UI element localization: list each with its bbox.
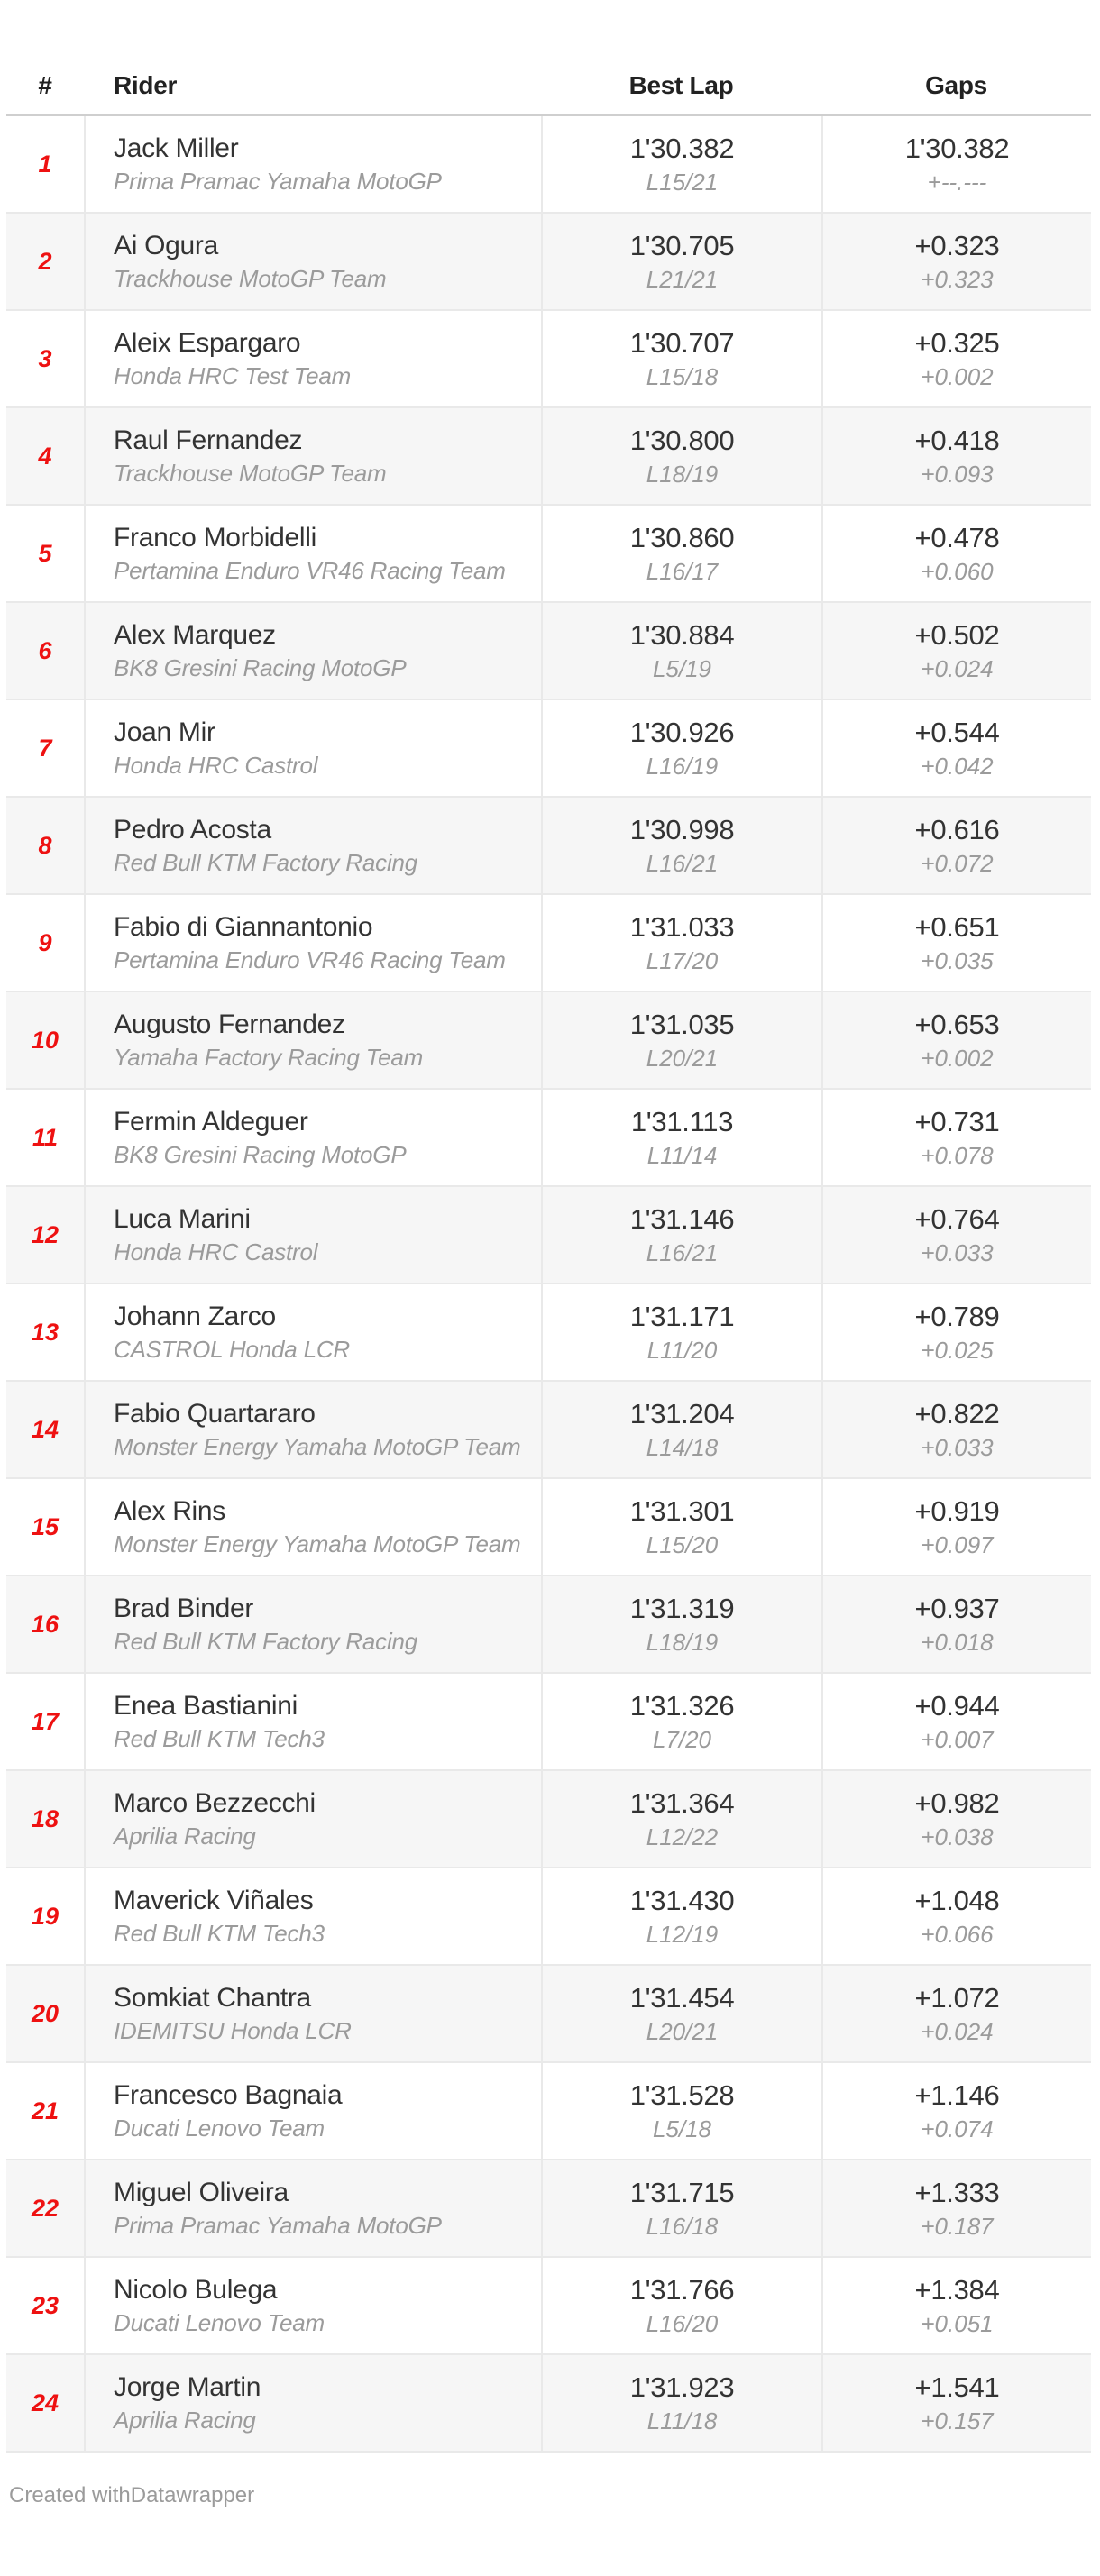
- lap-number-detail: L20/21: [646, 2018, 719, 2045]
- gap-detail: +0.018: [921, 1629, 994, 1656]
- table-row: [6, 2063, 1091, 2160]
- best-lap-value: 1'31.035: [629, 1009, 735, 1040]
- best-lap-cell: [541, 2258, 821, 2353]
- position-number: 16: [31, 1610, 60, 1638]
- position-cell: [6, 1284, 84, 1380]
- position-cell: [6, 1674, 84, 1769]
- lap-number-detail: L7/20: [652, 1726, 712, 1753]
- datawrapper-link[interactable]: Datawrapper: [130, 2482, 255, 2507]
- table-row: [6, 506, 1091, 603]
- gap-value: +1.146: [914, 2079, 1000, 2111]
- table-row: [6, 2160, 1091, 2258]
- team-name: Trackhouse MotoGP Team: [114, 265, 387, 292]
- rider-name: Franco Morbidelli: [114, 523, 316, 553]
- position-cell: [6, 311, 84, 406]
- rider-name: Brad Binder: [114, 1594, 254, 1623]
- best-lap-cell: [541, 116, 821, 212]
- gap-detail: +0.033: [921, 1434, 994, 1461]
- lap-number-detail: L16/21: [646, 1239, 719, 1266]
- best-lap-value: 1'31.454: [629, 1982, 735, 2014]
- position-number: 8: [38, 831, 52, 859]
- gap-value: +0.651: [914, 911, 1000, 943]
- rider-cell: [84, 2160, 541, 2256]
- gaps-cell: [821, 1868, 1091, 1964]
- gaps-cell: [821, 798, 1091, 893]
- lap-number-detail: L11/14: [646, 1142, 718, 1169]
- rider-cell: [84, 2258, 541, 2353]
- best-lap-cell: [541, 1576, 821, 1672]
- gaps-cell: [821, 2355, 1091, 2451]
- position-cell: [6, 1576, 84, 1672]
- lap-number-detail: L5/19: [652, 655, 712, 682]
- best-lap-value: 1'30.884: [629, 619, 735, 651]
- rider-cell: [84, 506, 541, 601]
- rider-name: Marco Bezzecchi: [114, 1788, 316, 1818]
- rider-cell: [84, 1576, 541, 1672]
- best-lap-cell: [541, 1674, 821, 1769]
- table-header: [6, 0, 1091, 116]
- gap-detail: +0.002: [921, 363, 994, 390]
- lap-number-detail: L21/21: [646, 266, 719, 293]
- best-lap-value: 1'31.033: [629, 911, 735, 943]
- position-number: 6: [38, 636, 52, 664]
- rider-cell: [84, 603, 541, 699]
- gap-detail: +0.066: [921, 1921, 994, 1948]
- best-lap-cell: [541, 603, 821, 699]
- rider-name: Jack Miller: [114, 133, 239, 163]
- gaps-cell: [821, 311, 1091, 406]
- position-number: 22: [31, 2194, 60, 2222]
- best-lap-value: 1'31.146: [629, 1203, 735, 1235]
- rider-name: Miguel Oliveira: [114, 2178, 289, 2207]
- table-body: [6, 116, 1091, 2453]
- gaps-cell: [821, 1284, 1091, 1380]
- gap-detail: +--.---: [927, 169, 987, 196]
- rider-name: Jorge Martin: [114, 2372, 261, 2402]
- rider-cell: [84, 1284, 541, 1380]
- lap-number-detail: L5/18: [652, 2115, 712, 2142]
- best-lap-cell: [541, 1868, 821, 1964]
- gaps-cell: [821, 1187, 1091, 1283]
- rider-cell: [84, 1187, 541, 1283]
- table-row: [6, 1771, 1091, 1868]
- position-number: 9: [38, 928, 52, 956]
- team-name: Pertamina Enduro VR46 Racing Team: [114, 946, 506, 973]
- rider-name: Raul Fernandez: [114, 425, 303, 455]
- position-number: 19: [31, 1902, 60, 1930]
- table-row: [6, 2355, 1091, 2453]
- position-number: 5: [38, 539, 52, 567]
- gap-value: +0.731: [914, 1106, 1000, 1137]
- position-cell: [6, 1187, 84, 1283]
- lap-number-detail: L14/18: [646, 1434, 719, 1461]
- gaps-cell: [821, 1771, 1091, 1867]
- lap-number-detail: L12/22: [646, 1823, 719, 1850]
- lap-number-detail: L12/19: [646, 1921, 719, 1948]
- best-lap-value: 1'31.113: [630, 1106, 734, 1137]
- column-header-best-lap: Best Lap: [628, 71, 734, 99]
- table-row: [6, 798, 1091, 895]
- gaps-cell: [821, 2160, 1091, 2256]
- gaps-cell: [821, 2258, 1091, 2353]
- table-row: [6, 311, 1091, 408]
- position-number: 11: [32, 1123, 59, 1151]
- rider-name: Maverick Viñales: [114, 1886, 314, 1915]
- gap-value: +0.616: [914, 814, 1000, 845]
- table-row: [6, 116, 1091, 214]
- table-row: [6, 1382, 1091, 1479]
- column-header-rider: Rider: [114, 71, 178, 99]
- rider-cell: [84, 1382, 541, 1477]
- gap-detail: +0.072: [921, 850, 994, 877]
- position-number: 24: [31, 2389, 60, 2416]
- best-lap-value: 1'31.301: [629, 1495, 735, 1527]
- team-name: Aprilia Racing: [114, 1822, 256, 1850]
- lap-number-detail: L18/19: [646, 1629, 719, 1656]
- attribution-footer: [0, 2453, 1100, 2526]
- team-name: Red Bull KTM Factory Racing: [114, 1628, 418, 1655]
- gaps-cell: [821, 1090, 1091, 1185]
- best-lap-cell: [541, 2355, 821, 2451]
- table-row: [6, 603, 1091, 700]
- table-row: [6, 895, 1091, 992]
- gaps-cell: [821, 1382, 1091, 1477]
- rider-name: Alex Rins: [114, 1496, 226, 1526]
- team-name: Pertamina Enduro VR46 Racing Team: [114, 557, 506, 584]
- team-name: Red Bull KTM Tech3: [114, 1920, 325, 1947]
- gap-value: 1'30.382: [904, 132, 1010, 164]
- gap-detail: +0.157: [921, 2407, 994, 2434]
- position-number: 7: [38, 734, 52, 762]
- rider-cell: [84, 1479, 541, 1575]
- lap-times-table: [6, 0, 1091, 2453]
- position-cell: [6, 116, 84, 212]
- gap-value: +0.822: [914, 1398, 1000, 1430]
- gap-detail: +0.033: [921, 1239, 994, 1266]
- rider-cell: [84, 214, 541, 309]
- team-name: Honda HRC Castrol: [114, 752, 318, 779]
- table-row: [6, 1966, 1091, 2063]
- gap-value: +0.478: [914, 522, 1000, 553]
- position-number: 1: [38, 150, 52, 178]
- position-cell: [6, 214, 84, 309]
- best-lap-cell: [541, 506, 821, 601]
- team-name: Trackhouse MotoGP Team: [114, 460, 387, 487]
- lap-number-detail: L17/20: [646, 947, 719, 974]
- rider-name: Pedro Acosta: [114, 815, 271, 845]
- gaps-cell: [821, 506, 1091, 601]
- table-row: [6, 408, 1091, 506]
- best-lap-value: 1'31.364: [629, 1787, 735, 1819]
- best-lap-cell: [541, 992, 821, 1088]
- best-lap-value: 1'31.326: [629, 1690, 735, 1722]
- gap-detail: +0.093: [921, 461, 994, 488]
- table-row: [6, 1090, 1091, 1187]
- best-lap-value: 1'30.705: [629, 230, 735, 261]
- gap-detail: +0.038: [921, 1823, 994, 1850]
- rider-name: Augusto Fernandez: [114, 1009, 345, 1039]
- gap-value: +1.541: [914, 2371, 1000, 2403]
- rider-cell: [84, 408, 541, 504]
- rider-name: Luca Marini: [114, 1204, 251, 1234]
- position-cell: [6, 1479, 84, 1575]
- best-lap-cell: [541, 1187, 821, 1283]
- gap-value: +0.789: [914, 1301, 1000, 1332]
- table-row: [6, 214, 1091, 311]
- rider-name: Francesco Bagnaia: [114, 2080, 343, 2110]
- gap-detail: +0.097: [921, 1531, 994, 1558]
- rider-cell: [84, 1674, 541, 1769]
- rider-name: Nicolo Bulega: [114, 2275, 278, 2305]
- position-cell: [6, 2355, 84, 2451]
- position-cell: [6, 603, 84, 699]
- best-lap-value: 1'31.715: [629, 2177, 735, 2208]
- rider-name: Enea Bastianini: [114, 1691, 298, 1721]
- gaps-cell: [821, 2063, 1091, 2159]
- lap-number-detail: L18/19: [646, 461, 719, 488]
- lap-number-detail: L16/17: [646, 558, 719, 585]
- gap-detail: +0.002: [921, 1045, 994, 1072]
- team-name: Prima Pramac Yamaha MotoGP: [114, 2212, 442, 2239]
- rider-cell: [84, 311, 541, 406]
- rider-name: Fabio Quartararo: [114, 1399, 316, 1429]
- team-name: Ducati Lenovo Team: [114, 2115, 325, 2142]
- rider-cell: [84, 2063, 541, 2159]
- rider-name: Aleix Espargaro: [114, 328, 301, 358]
- rider-cell: [84, 116, 541, 212]
- best-lap-cell: [541, 2063, 821, 2159]
- gap-detail: +0.323: [921, 266, 994, 293]
- best-lap-cell: [541, 1284, 821, 1380]
- position-number: 18: [31, 1804, 60, 1832]
- best-lap-cell: [541, 1382, 821, 1477]
- gap-detail: +0.187: [921, 2213, 994, 2240]
- table-row: [6, 992, 1091, 1090]
- gap-value: +0.544: [914, 717, 1000, 748]
- best-lap-value: 1'31.923: [629, 2371, 735, 2403]
- lap-number-detail: L15/20: [646, 1531, 719, 1558]
- gap-detail: +0.078: [921, 1142, 994, 1169]
- best-lap-value: 1'31.528: [629, 2079, 735, 2111]
- gap-value: +0.944: [914, 1690, 1000, 1722]
- team-name: Yamaha Factory Racing Team: [114, 1044, 424, 1071]
- gap-value: +1.384: [914, 2274, 1000, 2306]
- position-cell: [6, 1966, 84, 2061]
- gap-detail: +0.025: [921, 1337, 994, 1364]
- rider-cell: [84, 1966, 541, 2061]
- rider-cell: [84, 1771, 541, 1867]
- team-name: Monster Energy Yamaha MotoGP Team: [114, 1530, 521, 1557]
- team-name: Red Bull KTM Tech3: [114, 1725, 325, 1752]
- best-lap-value: 1'31.204: [629, 1398, 735, 1430]
- table-row: [6, 1576, 1091, 1674]
- gaps-cell: [821, 603, 1091, 699]
- position-cell: [6, 408, 84, 504]
- position-number: 23: [31, 2291, 60, 2319]
- position-cell: [6, 992, 84, 1088]
- gap-detail: +0.024: [921, 2018, 994, 2045]
- lap-number-detail: L16/19: [646, 753, 719, 780]
- team-name: BK8 Gresini Racing MotoGP: [114, 654, 407, 681]
- gap-value: +1.072: [914, 1982, 1000, 2014]
- position-number: 4: [38, 442, 52, 470]
- best-lap-value: 1'30.860: [629, 522, 735, 553]
- position-number: 12: [31, 1220, 60, 1248]
- team-name: Honda HRC Castrol: [114, 1238, 318, 1265]
- attribution-text: Created with: [9, 2482, 131, 2507]
- position-cell: [6, 700, 84, 796]
- rider-name: Somkiat Chantra: [114, 1983, 311, 2013]
- gaps-cell: [821, 1674, 1091, 1769]
- lap-number-detail: L16/20: [646, 2310, 719, 2337]
- rider-cell: [84, 895, 541, 991]
- best-lap-cell: [541, 798, 821, 893]
- position-cell: [6, 798, 84, 893]
- team-name: Aprilia Racing: [114, 2407, 256, 2434]
- column-header-gaps: Gaps: [925, 71, 987, 99]
- table-row: [6, 2258, 1091, 2355]
- gap-detail: +0.051: [921, 2310, 994, 2337]
- gap-value: +0.764: [914, 1203, 1000, 1235]
- position-cell: [6, 1771, 84, 1867]
- position-cell: [6, 1382, 84, 1477]
- gaps-cell: [821, 408, 1091, 504]
- gaps-cell: [821, 214, 1091, 309]
- table-row: [6, 1674, 1091, 1771]
- team-name: Ducati Lenovo Team: [114, 2309, 325, 2336]
- gap-detail: +0.007: [921, 1726, 994, 1753]
- position-cell: [6, 2258, 84, 2353]
- best-lap-value: 1'31.319: [629, 1593, 735, 1624]
- best-lap-value: 1'31.171: [629, 1301, 735, 1332]
- gap-value: +0.919: [914, 1495, 1000, 1527]
- lap-number-detail: L20/21: [646, 1045, 719, 1072]
- position-number: 14: [31, 1415, 60, 1443]
- gaps-cell: [821, 1966, 1091, 2061]
- gaps-cell: [821, 895, 1091, 991]
- best-lap-cell: [541, 408, 821, 504]
- gaps-cell: [821, 1479, 1091, 1575]
- table-row: [6, 700, 1091, 798]
- lap-number-detail: L11/18: [646, 2407, 718, 2434]
- position-cell: [6, 2160, 84, 2256]
- gap-value: +0.937: [914, 1593, 1000, 1624]
- table-row: [6, 1868, 1091, 1966]
- gap-value: +0.982: [914, 1787, 1000, 1819]
- gaps-cell: [821, 992, 1091, 1088]
- best-lap-cell: [541, 895, 821, 991]
- position-number: 10: [31, 1026, 60, 1054]
- gap-value: +0.325: [914, 327, 1000, 359]
- best-lap-value: 1'30.707: [629, 327, 735, 359]
- lap-number-detail: L16/18: [646, 2213, 719, 2240]
- position-number: 15: [31, 1512, 60, 1540]
- best-lap-value: 1'30.800: [629, 425, 735, 456]
- rider-cell: [84, 2355, 541, 2451]
- gap-detail: +0.024: [921, 655, 994, 682]
- position-cell: [6, 506, 84, 601]
- gap-value: +0.653: [914, 1009, 1000, 1040]
- lap-number-detail: L16/21: [646, 850, 719, 877]
- position-number: 21: [31, 2096, 60, 2124]
- gap-detail: +0.060: [921, 558, 994, 585]
- best-lap-value: 1'30.926: [629, 717, 735, 748]
- position-cell: [6, 1090, 84, 1185]
- rider-name: Fermin Aldeguer: [114, 1107, 308, 1137]
- gap-detail: +0.042: [921, 753, 994, 780]
- best-lap-value: 1'31.766: [629, 2274, 735, 2306]
- best-lap-cell: [541, 1090, 821, 1185]
- gap-detail: +0.035: [921, 947, 994, 974]
- rider-cell: [84, 1868, 541, 1964]
- position-cell: [6, 895, 84, 991]
- rider-cell: [84, 798, 541, 893]
- lap-number-detail: L15/21: [646, 169, 719, 196]
- team-name: Honda HRC Test Team: [114, 362, 352, 389]
- best-lap-cell: [541, 1479, 821, 1575]
- gaps-cell: [821, 700, 1091, 796]
- position-number: 3: [38, 344, 52, 372]
- team-name: IDEMITSU Honda LCR: [114, 2017, 352, 2044]
- gap-value: +0.418: [914, 425, 1000, 456]
- gap-detail: +0.074: [921, 2115, 994, 2142]
- team-name: Red Bull KTM Factory Racing: [114, 849, 418, 876]
- rider-cell: [84, 992, 541, 1088]
- best-lap-cell: [541, 1966, 821, 2061]
- rider-name: Johann Zarco: [114, 1302, 276, 1331]
- rider-name: Fabio di Giannantonio: [114, 912, 373, 942]
- best-lap-value: 1'31.430: [629, 1885, 735, 1916]
- team-name: CASTROL Honda LCR: [114, 1336, 351, 1363]
- table-row: [6, 1284, 1091, 1382]
- rider-name: Ai Ogura: [114, 231, 218, 260]
- table-row: [6, 1479, 1091, 1576]
- gap-value: +1.333: [914, 2177, 1000, 2208]
- best-lap-value: 1'30.382: [629, 132, 735, 164]
- position-cell: [6, 2063, 84, 2159]
- position-cell: [6, 1868, 84, 1964]
- gap-value: +1.048: [914, 1885, 1000, 1916]
- position-number: 20: [31, 1999, 60, 2027]
- position-number: 13: [31, 1318, 60, 1346]
- team-name: Monster Energy Yamaha MotoGP Team: [114, 1433, 521, 1460]
- gaps-cell: [821, 1576, 1091, 1672]
- gap-value: +0.323: [914, 230, 1000, 261]
- rider-name: Alex Marquez: [114, 620, 276, 650]
- position-number: 17: [31, 1707, 60, 1735]
- column-header-position: #: [38, 71, 52, 99]
- best-lap-value: 1'30.998: [629, 814, 735, 845]
- best-lap-cell: [541, 311, 821, 406]
- rider-cell: [84, 700, 541, 796]
- gap-value: +0.502: [914, 619, 1000, 651]
- team-name: BK8 Gresini Racing MotoGP: [114, 1141, 407, 1168]
- lap-number-detail: L15/18: [646, 363, 719, 390]
- position-number: 2: [38, 247, 52, 275]
- best-lap-cell: [541, 700, 821, 796]
- best-lap-cell: [541, 2160, 821, 2256]
- best-lap-cell: [541, 1771, 821, 1867]
- best-lap-cell: [541, 214, 821, 309]
- team-name: Prima Pramac Yamaha MotoGP: [114, 168, 442, 195]
- gaps-cell: [821, 116, 1091, 212]
- lap-number-detail: L11/20: [646, 1337, 718, 1364]
- table-row: [6, 1187, 1091, 1284]
- rider-name: Joan Mir: [114, 717, 215, 747]
- rider-cell: [84, 1090, 541, 1185]
